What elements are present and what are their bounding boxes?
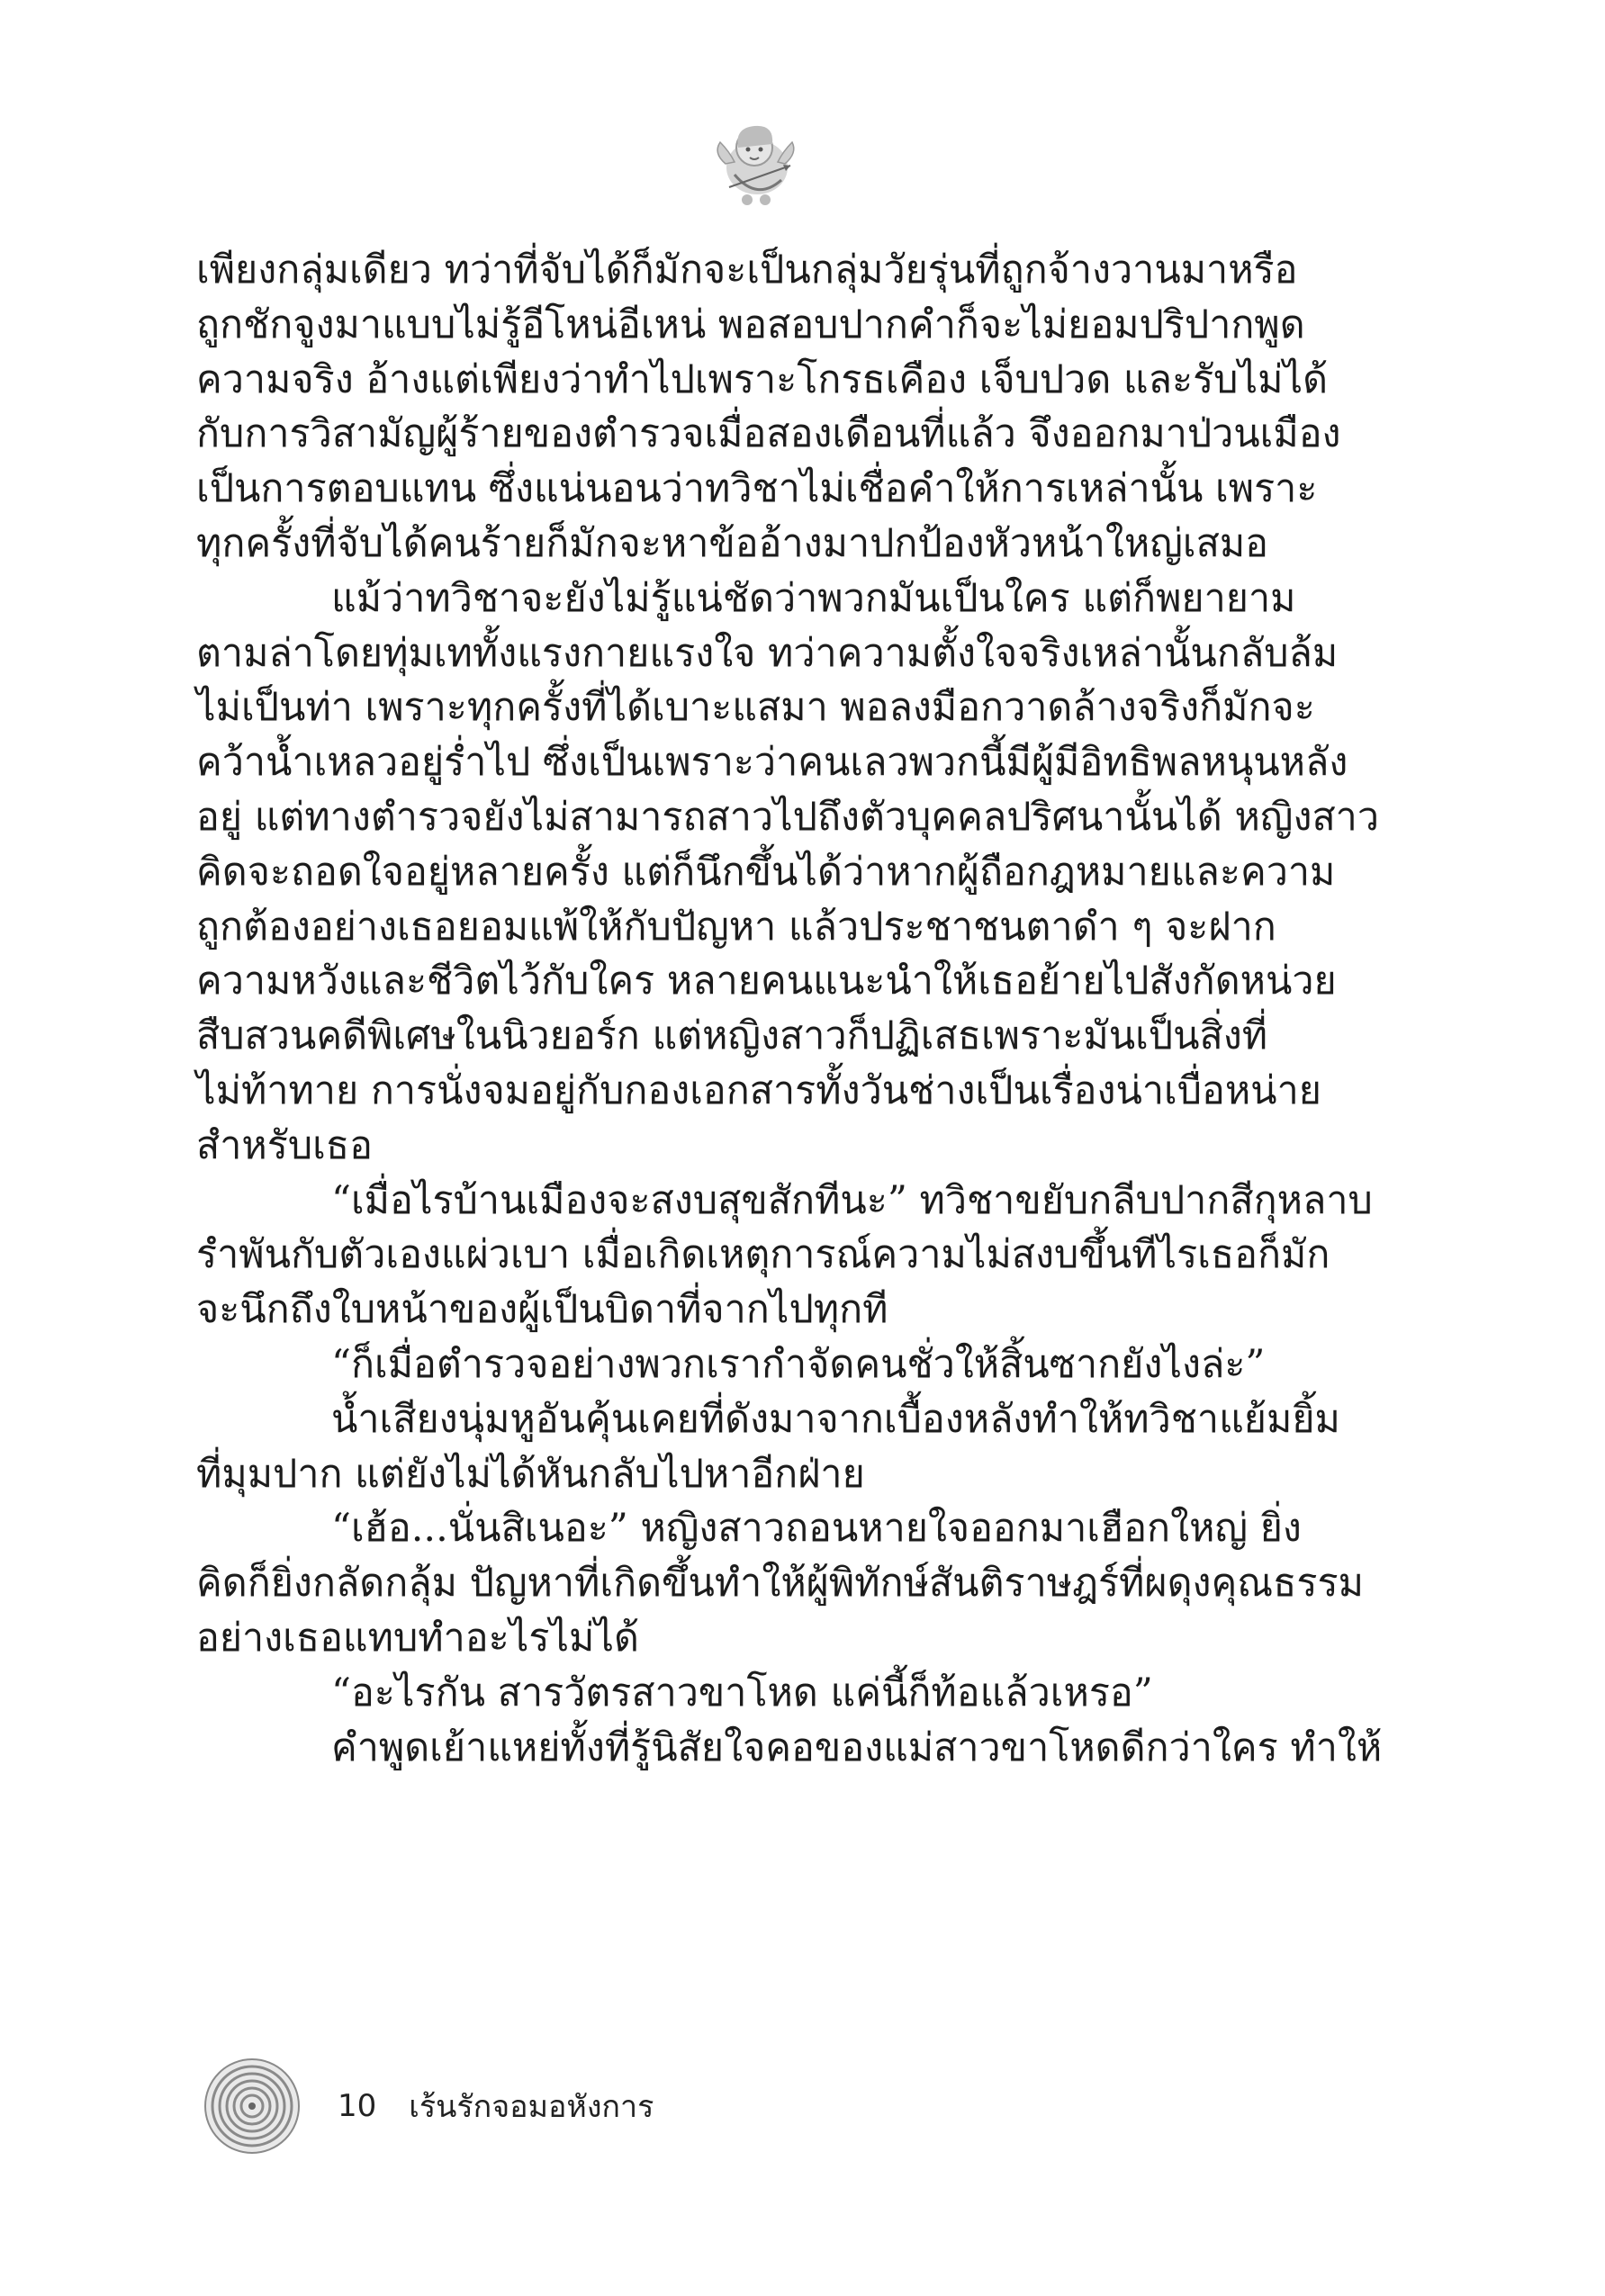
page-footer <box>203 2057 654 2156</box>
paragraph: “ก็เมื่อตำรวจอย่างพวกเรากำจัดคนชั่วให้สิ้นซากยังไงล่ะ” <box>331 1341 1266 1387</box>
paragraph: เพียงกลุ่มเดียว ทว่าที่จับได้ก็มักจะเป็นกลุ่มวัยรุ่นที่ถูกจ้างวานมาหรือ ถูกชักจูงมาแบบไม่รู้อีโหน่อีเหน่ พอสอบปากคำก็จะไม่ยอมปริปากพูด ความจริง อ้างแต่เพียงว่าทำไปเพราะโกรธเคือง เจ็บปวด และรับไม่ได้ กับการวิสามัญผู้ร้ายของตำรวจเมื่อสองเดือนที่แล้ว จึงออกมาป่วนเมือง เป็นการตอบแทน ซึ่งแน่นอนว่าทวิชาไม่เชื่อคำให้การเหล่านั้น เพราะ ทุกครั้งที่จับได้คนร้ายก็มักจะหาข้ออ้างมาปกป้องหัวหน้าใหญ่เสมอ <box>196 248 1341 566</box>
page-number: 10 <box>338 2088 377 2124</box>
paragraph: น้ำเสียงนุ่มหูอันคุ้นเคยที่ดังมาจากเบื้องหลังทำให้ทวิชาแย้มยิ้ม ที่มุมปาก แต่ยังไม่ได้หันกลับไปหาอีกฝ่าย <box>196 1396 1340 1497</box>
target-rings-icon <box>203 2057 302 2156</box>
book-title: เร้นรักจอมอหังการ <box>409 2089 654 2125</box>
cupid-cherub-icon <box>708 112 807 211</box>
paragraph: “เมื่อไรบ้านเมืองจะสงบสุขสักทีนะ” ทวิชาขยับกลีบปากสีกุหลาบ รำพันกับตัวเองแผ่วเบา เมื่อเกิดเหตุการณ์ความไม่สงบขึ้นทีไรเธอก็มัก จะนึกถึงใบหน้าของผู้เป็นบิดาที่จากไปทุกที <box>196 1177 1373 1333</box>
paragraph: แม้ว่าทวิชาจะยังไม่รู้แน่ชัดว่าพวกมันเป็นใคร แต่ก็พยายาม ตามล่าโดยทุ่มเททั้งแรงกายแรงใจ ทว่าความตั้งใจจริงเหล่านั้นกลับล้ม ไม่เป็นท่า เพราะทุกครั้งที่ได้เบาะแสมา พอลงมือกวาดล้างจริงก็มักจะ คว้าน้ำเหลวอยู่ร่ำไป ซึ่งเป็นเพราะว่าคนเลวพวกนี้มีผู้มีอิทธิพลหนุนหลัง อยู่ แต่ทางตำรวจยังไม่สามารถสาวไปถึงตัวบุคคลปริศนานั้นได้ หญิงสาว คิดจะถอดใจอยู่หลายครั้ง แต่ก็นึกขึ้นได้ว่าหากผู้ถือกฎหมายและความ ถูกต้องอย่างเธอยอมแพ้ให้กับปัญหา แล้วประชาชนตาดำ ๆ จะฝาก ความหวังและชีวิตไว้กับใคร หลายคนแนะนำให้เธอย้ายไปสังกัดหน่วย สืบสวนคดีพิเศษในนิวยอร์ก แต่หญิงสาวก็ปฏิเสธเพราะมันเป็นสิ่งที่ ไม่ท้าทาย การนั่งจมอยู่กับกองเอกสารทั้งวันช่างเป็นเรื่องน่าเบื่อหน่าย สำหรับเธอ <box>196 575 1379 1168</box>
paragraph: “อะไรกัน สารวัตรสาวขาโหด แค่นี้ก็ท้อแล้วเหรอ” <box>331 1670 1153 1715</box>
paragraph: “เฮ้อ...นั่นสิเนอะ” หญิงสาวถอนหายใจออกมาเฮือกใหญ่ ยิ่ง คิดก็ยิ่งกลัดกลุ้ม ปัญหาที่เกิดขึ้นทำให้ผู้พิทักษ์สันติราษฎร์ที่ผดุงคุณธรรม อย่างเธอแทบทำอะไรไม่ได้ <box>196 1506 1364 1661</box>
paragraph: คำพูดเย้าแหย่ทั้งที่รู้นิสัยใจคอของแม่สาวขาโหดดีกว่าใคร ทำให้ <box>331 1724 1383 1770</box>
body-text <box>196 243 1420 1775</box>
